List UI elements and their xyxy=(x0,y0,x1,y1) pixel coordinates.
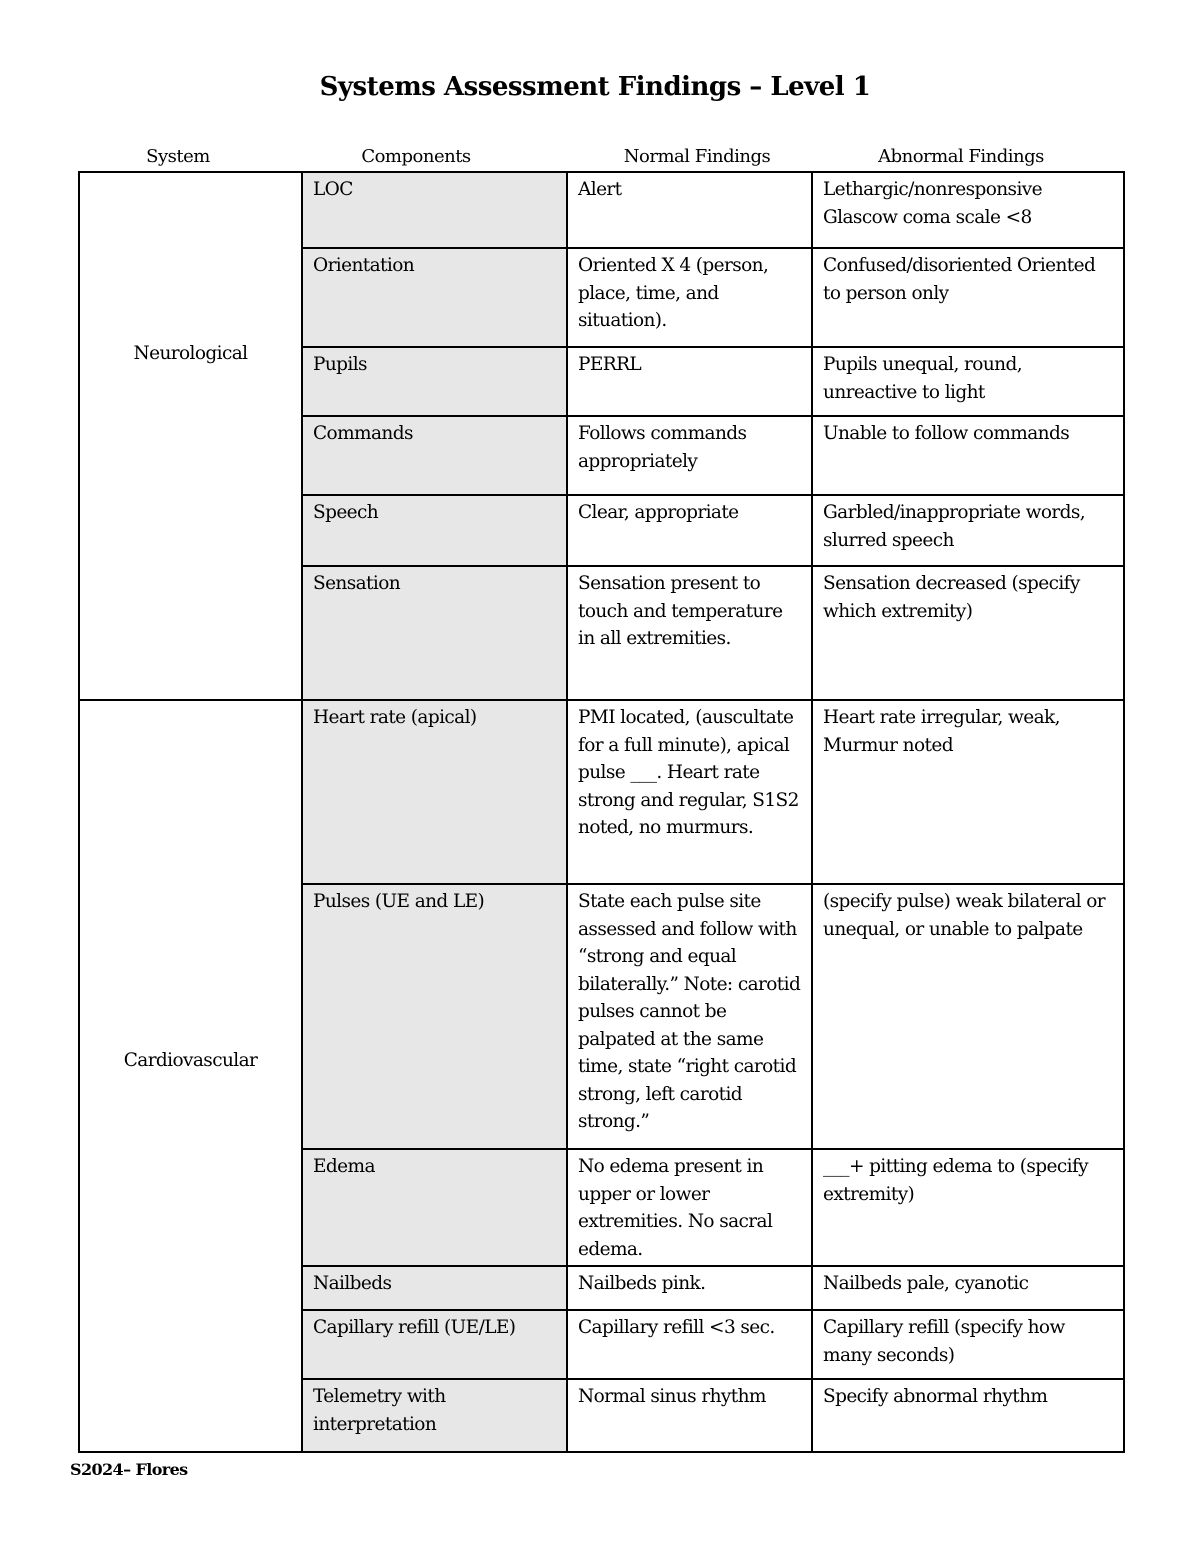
abnormal-finding-cell: Capillary refill (specify how many seconds) xyxy=(812,1310,1124,1379)
abnormal-finding-cell: ___+ pitting edema to (specify extremity) xyxy=(812,1149,1124,1266)
component-cell: Telemetry with interpretation xyxy=(302,1379,567,1452)
abnormal-finding-cell: Lethargic/nonresponsive Glascow coma scale <8 xyxy=(812,172,1124,248)
component-cell: Edema xyxy=(302,1149,567,1266)
component-cell: Speech xyxy=(302,495,567,566)
component-cell: Orientation xyxy=(302,248,567,347)
abnormal-finding-cell: Heart rate irregular, weak, Murmur noted xyxy=(812,700,1124,884)
component-cell: Sensation xyxy=(302,566,567,700)
abnormal-finding-cell: Pupils unequal, round, unreactive to light xyxy=(812,347,1124,416)
normal-finding-cell: Alert xyxy=(567,172,812,248)
normal-finding-cell: Normal sinus rhythm xyxy=(567,1379,812,1452)
column-header-components: Components xyxy=(361,146,471,167)
component-cell: LOC xyxy=(302,172,567,248)
column-header-normal: Normal Findings xyxy=(623,146,771,167)
footer-text: S2024– Flores xyxy=(70,1460,188,1479)
normal-finding-cell: PMI located, (auscultate for a full minute), apical pulse ___. Heart rate strong and regular, S1S2 noted, no murmurs. xyxy=(567,700,812,884)
normal-finding-cell: Oriented X 4 (person, place, time, and situation). xyxy=(567,248,812,347)
system-cell-cardiovascular xyxy=(79,700,302,1452)
component-cell: Pupils xyxy=(302,347,567,416)
table-row xyxy=(79,172,1124,248)
system-label: Neurological xyxy=(133,343,248,365)
assessment-table xyxy=(78,171,1125,1453)
abnormal-finding-cell: Specify abnormal rhythm xyxy=(812,1379,1124,1452)
component-cell: Nailbeds xyxy=(302,1266,567,1310)
abnormal-finding-cell: Garbled/inappropriate words, slurred speech xyxy=(812,495,1124,566)
normal-finding-cell: PERRL xyxy=(567,347,812,416)
normal-finding-cell: Follows commands appropriately xyxy=(567,416,812,495)
column-header-abnormal: Abnormal Findings xyxy=(878,146,1044,167)
abnormal-finding-cell: (specify pulse) weak bilateral or unequal, or unable to palpate xyxy=(812,884,1124,1149)
page-title: Systems Assessment Findings – Level 1 xyxy=(319,72,871,102)
column-header-system: System xyxy=(146,146,210,167)
component-cell: Heart rate (apical) xyxy=(302,700,567,884)
normal-finding-cell: Clear, appropriate xyxy=(567,495,812,566)
component-cell: Capillary refill (UE/LE) xyxy=(302,1310,567,1379)
system-label: Cardiovascular xyxy=(123,1050,258,1072)
component-cell: Pulses (UE and LE) xyxy=(302,884,567,1149)
abnormal-finding-cell: Confused/disoriented Oriented to person only xyxy=(812,248,1124,347)
abnormal-finding-cell: Unable to follow commands xyxy=(812,416,1124,495)
system-cell-neurological xyxy=(79,172,302,700)
normal-finding-cell: State each pulse site assessed and follow with “strong and equal bilaterally.” Note: carotid pulses cannot be palpated at the same time, state “right carotid strong, left carotid strong.” xyxy=(567,884,812,1149)
component-cell: Commands xyxy=(302,416,567,495)
abnormal-finding-cell: Nailbeds pale, cyanotic xyxy=(812,1266,1124,1310)
normal-finding-cell: Nailbeds pink. xyxy=(567,1266,812,1310)
normal-finding-cell: Sensation present to touch and temperature in all extremities. xyxy=(567,566,812,700)
normal-finding-cell: Capillary refill <3 sec. xyxy=(567,1310,812,1379)
abnormal-finding-cell: Sensation decreased (specify which extremity) xyxy=(812,566,1124,700)
table-row xyxy=(79,700,1124,884)
normal-finding-cell: No edema present in upper or lower extremities. No sacral edema. xyxy=(567,1149,812,1266)
